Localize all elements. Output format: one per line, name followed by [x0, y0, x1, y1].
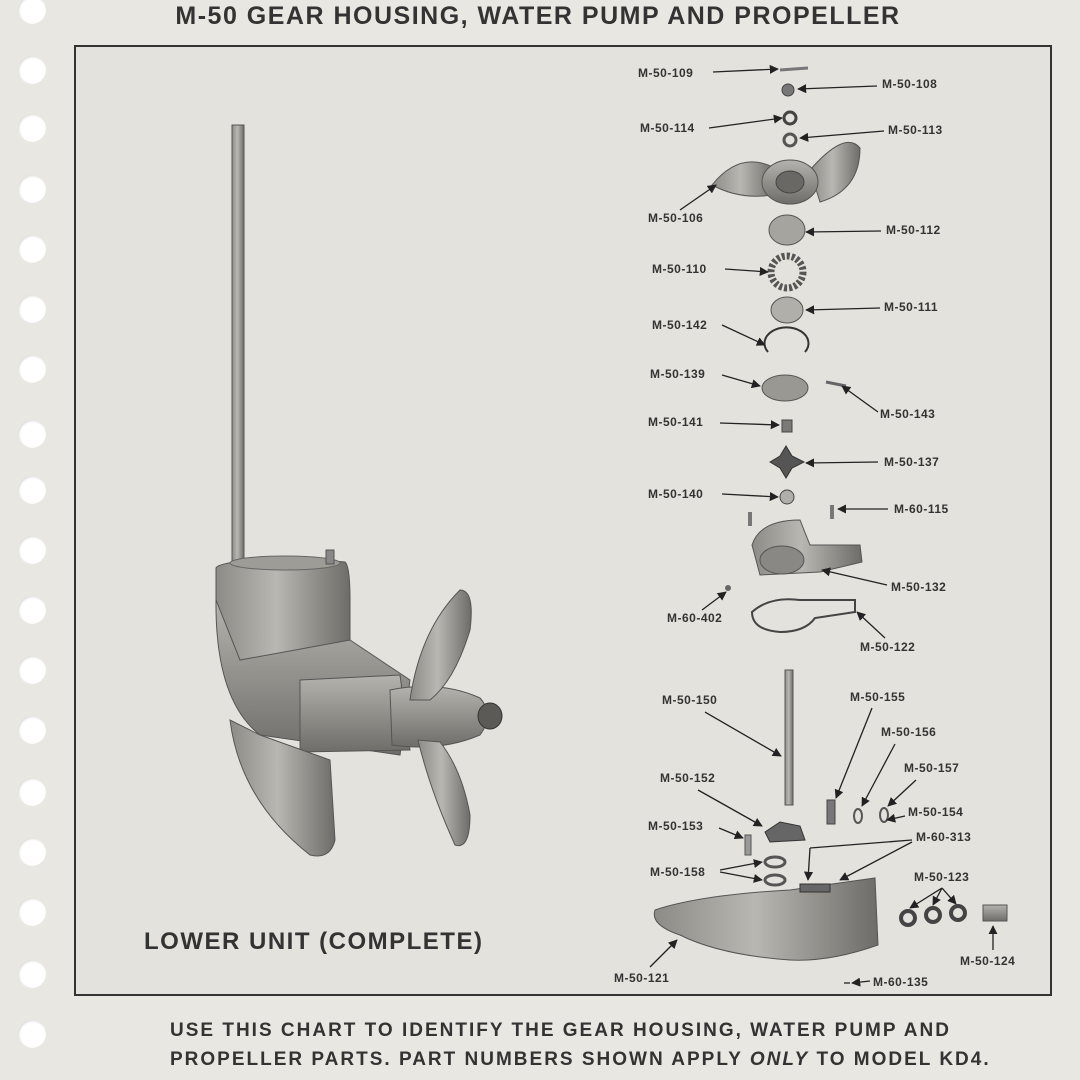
- leader-line: [798, 86, 877, 89]
- part-m-60-115-left: [748, 512, 752, 526]
- label-m-50-141: M-50-141: [648, 415, 704, 429]
- label-m-50-155: M-50-155: [850, 690, 906, 704]
- part-m-50-139: [762, 375, 808, 401]
- part-m-50-141: [782, 420, 792, 432]
- leader-line: [836, 708, 872, 798]
- part-m-50-113: [784, 134, 796, 146]
- part-m-50-106: [712, 142, 860, 204]
- label-m-50-132: M-50-132: [891, 580, 947, 594]
- leader-line: [942, 888, 956, 904]
- label-m-50-121: M-50-121: [614, 971, 670, 985]
- leader-line: [806, 462, 878, 463]
- leader-line: [806, 308, 880, 310]
- leader-line: [862, 744, 895, 806]
- part-m-50-156: [854, 809, 862, 823]
- propeller-nut: [478, 703, 502, 729]
- label-m-50-124: M-50-124: [960, 954, 1016, 968]
- footer-line-1: USE THIS CHART TO IDENTIFY THE GEAR HOUSING, WATER PUMP AND: [170, 1020, 951, 1041]
- label-m-50-140: M-50-140: [648, 487, 704, 501]
- part-m-50-152: [765, 822, 805, 842]
- part-m-50-158-top: [765, 857, 785, 867]
- part-m-60-115: [830, 505, 834, 519]
- drive-shaft: [232, 125, 244, 570]
- leader-lines: [650, 69, 993, 983]
- leader-line: [709, 118, 782, 128]
- leader-line: [822, 570, 887, 585]
- part-m-50-124: [983, 905, 1007, 921]
- leader-line: [719, 828, 743, 838]
- label-m-50-139: M-50-139: [650, 367, 706, 381]
- page-title: M-50 GEAR HOUSING, WATER PUMP AND PROPELLER: [175, 2, 901, 30]
- leader-line: [713, 69, 778, 72]
- part-m-50-150: [785, 670, 793, 805]
- leader-line: [680, 185, 716, 210]
- leader-line: [806, 231, 881, 232]
- leader-line: [810, 840, 912, 848]
- leader-line: [888, 780, 916, 806]
- leader-line: [702, 592, 726, 610]
- part-m-50-123-a: [901, 911, 915, 925]
- leader-line: [705, 712, 781, 756]
- leader-line: [722, 375, 760, 386]
- footer-only-emphasis: ONLY: [749, 1049, 810, 1070]
- label-m-50-157: M-50-157: [904, 761, 960, 775]
- part-m-50-109: [780, 68, 808, 70]
- part-m-50-112: [769, 215, 805, 245]
- part-m-50-122: [752, 599, 855, 632]
- footer-line-2-end: TO MODEL KD4.: [809, 1049, 991, 1070]
- part-m-50-143: [826, 382, 846, 386]
- label-m-50-150: M-50-150: [662, 693, 718, 707]
- leader-line: [720, 862, 762, 870]
- part-m-50-140: [780, 490, 794, 504]
- part-m-50-123-b: [926, 908, 940, 922]
- label-m-50-152: M-50-152: [660, 771, 716, 785]
- leader-line: [698, 790, 762, 826]
- label-m-60-115: M-60-115: [894, 502, 949, 516]
- part-m-50-132: [752, 520, 862, 575]
- part-m-50-155: [827, 800, 835, 824]
- label-m-50-112: M-50-112: [886, 223, 941, 237]
- footer-line-2: [170, 1045, 1060, 1074]
- part-m-50-114: [784, 112, 796, 124]
- part-m-50-158-bottom: [765, 875, 785, 885]
- leader-line: [800, 131, 884, 138]
- propeller-blade-lower: [418, 740, 470, 846]
- label-m-60-135: M-60-135: [873, 975, 929, 989]
- leader-line: [842, 386, 878, 412]
- label-m-50-108: M-50-108: [882, 77, 938, 91]
- housing-top-face: [230, 556, 340, 570]
- leader-line: [840, 842, 912, 880]
- label-m-50-153: M-50-153: [648, 819, 704, 833]
- leader-line: [720, 423, 779, 425]
- label-m-50-109: M-50-109: [638, 66, 694, 80]
- part-m-50-110: [771, 256, 803, 288]
- label-m-50-137: M-50-137: [884, 455, 940, 469]
- leader-line: [722, 325, 765, 345]
- part-m-50-121: [654, 878, 878, 960]
- leader-line: [720, 872, 762, 880]
- label-m-60-402: M-60-402: [667, 611, 723, 625]
- part-m-50-108: [782, 84, 794, 96]
- propeller-hub: [390, 686, 488, 747]
- label-m-50-113: M-50-113: [888, 123, 943, 137]
- part-m-50-153: [745, 835, 751, 855]
- part-m-50-111: [771, 297, 803, 323]
- part-m-50-157: [880, 808, 888, 822]
- label-m-50-123: M-50-123: [914, 870, 970, 884]
- leader-line: [650, 940, 677, 967]
- housing-stud: [326, 550, 334, 564]
- label-m-50-143: M-50-143: [880, 407, 936, 421]
- label-m-50-114: M-50-114: [640, 121, 695, 135]
- label-m-50-154: M-50-154: [908, 805, 964, 819]
- lower-unit-caption: LOWER UNIT (COMPLETE): [144, 928, 484, 955]
- label-m-50-111: M-50-111: [884, 300, 939, 314]
- footer-note: [170, 1016, 1060, 1074]
- label-m-50-156: M-50-156: [881, 725, 937, 739]
- label-m-50-142: M-50-142: [652, 318, 708, 332]
- part-m-50-137: [770, 446, 804, 478]
- part-m-60-402: [725, 585, 731, 591]
- leader-line: [808, 848, 810, 880]
- label-m-50-110: M-50-110: [652, 262, 707, 276]
- footer-line-2-start: PROPELLER PARTS. PART NUMBERS SHOWN APPLY: [170, 1049, 750, 1070]
- lower-unit-illustration: [216, 125, 502, 856]
- propeller-blade-upper: [410, 590, 471, 700]
- leader-line: [722, 494, 778, 497]
- part-m-50-142: [765, 327, 809, 352]
- leader-line: [725, 269, 768, 272]
- leader-line: [887, 816, 905, 820]
- leader-line: [857, 612, 885, 638]
- label-m-60-313: M-60-313: [916, 830, 972, 844]
- leader-line: [852, 981, 870, 983]
- label-m-50-158: M-50-158: [650, 865, 706, 879]
- label-m-50-122: M-50-122: [860, 640, 916, 654]
- part-m-50-123-c: [951, 906, 965, 920]
- label-m-50-106: M-50-106: [648, 211, 704, 225]
